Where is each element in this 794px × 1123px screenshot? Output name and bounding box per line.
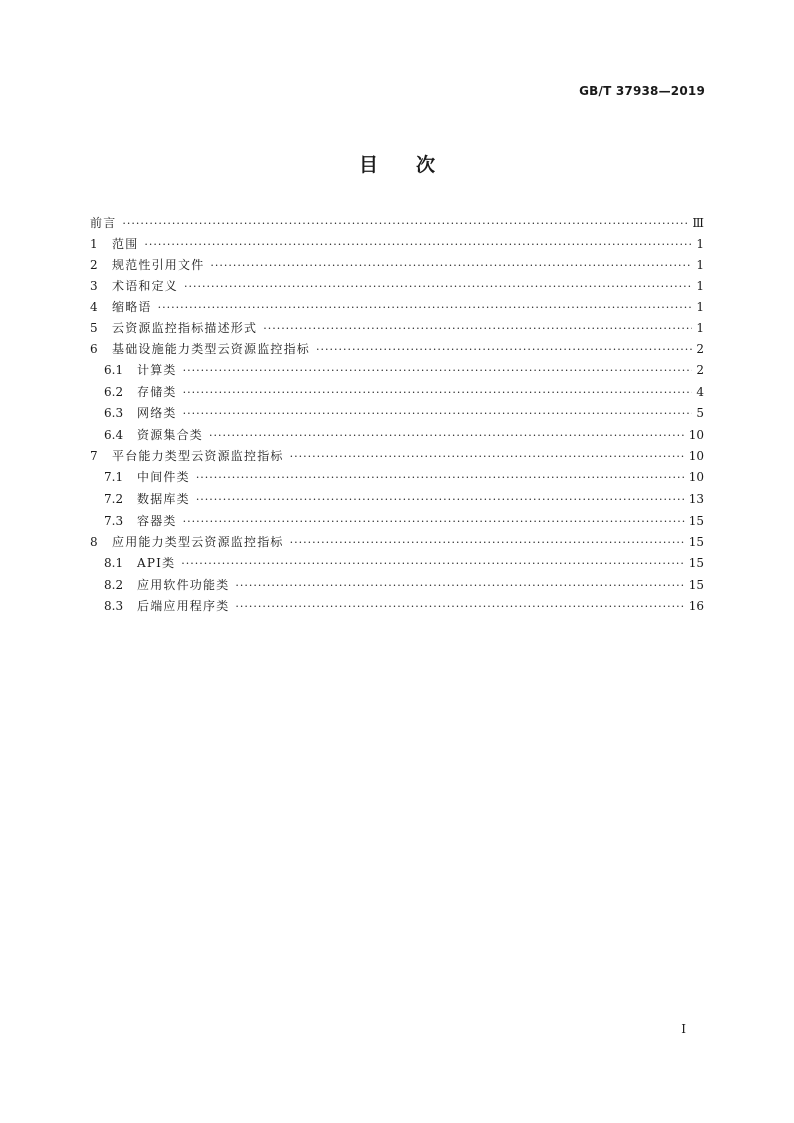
toc-dot-leader — [183, 364, 692, 378]
toc-entry-number: 5 — [90, 321, 98, 335]
toc-dot-leader — [183, 407, 692, 421]
toc-dot-leader — [235, 600, 684, 614]
toc-entry[interactable] — [90, 321, 704, 336]
toc-entry[interactable] — [90, 216, 704, 231]
toc-entry-label: 规范性引用文件 — [112, 258, 205, 272]
toc-entry[interactable] — [90, 599, 704, 614]
toc-entry-page: 4 — [696, 384, 704, 399]
toc-entry[interactable] — [90, 406, 704, 421]
toc-entry[interactable] — [90, 578, 704, 593]
toc-entry-number: 3 — [90, 279, 98, 293]
toc-entry-number: 8.2 — [104, 577, 124, 592]
toc-entry-number: 7.3 — [104, 513, 124, 528]
toc-entry-page: 1 — [696, 321, 704, 335]
page-title — [0, 150, 794, 177]
title-char-2: 次 — [416, 154, 436, 176]
toc-entry-page: 1 — [696, 279, 704, 293]
toc-entry-page: 15 — [688, 556, 704, 571]
toc-dot-leader — [196, 471, 685, 485]
toc-entry-page: 5 — [696, 406, 704, 421]
toc-entry-number: 8.3 — [104, 599, 124, 614]
toc-entry-number: 6.1 — [104, 363, 124, 377]
toc-dot-leader — [183, 515, 685, 529]
toc-dot-leader — [122, 216, 688, 231]
toc-entry-label: 云资源监控指标描述形式 — [112, 321, 258, 335]
toc-entry-number: 7 — [90, 449, 98, 464]
toc-dot-leader — [235, 579, 684, 593]
toc-entry-label: 数据库类 — [137, 491, 190, 506]
toc-entry-label: 计算类 — [137, 363, 177, 377]
toc-dot-leader — [210, 258, 692, 273]
toc-entry-label: 容器类 — [137, 513, 177, 528]
toc-entry-label: API类 — [137, 556, 176, 571]
toc-entry-label: 应用软件功能类 — [137, 577, 230, 592]
toc-entry-label: 范围 — [112, 237, 139, 251]
toc-entry[interactable] — [90, 342, 704, 357]
toc-entry-number: 7.2 — [104, 491, 124, 506]
toc-entry[interactable] — [90, 535, 704, 550]
toc-entry[interactable] — [90, 428, 704, 443]
toc-entry-page: 2 — [696, 363, 704, 377]
toc-entry-number: 6.4 — [104, 427, 124, 442]
toc-entry-number: 4 — [90, 300, 98, 314]
toc-dot-leader — [184, 279, 692, 294]
toc-dot-leader — [209, 429, 685, 443]
toc-entry-number: 7.1 — [104, 470, 124, 485]
title-char-1: 目 — [358, 154, 378, 176]
footer-page-number: I — [681, 1022, 686, 1036]
toc-dot-leader — [263, 321, 692, 336]
toc-entry-label: 后端应用程序类 — [137, 599, 230, 614]
standard-code: GB/T 37938—2019 — [579, 84, 705, 98]
table-of-contents — [90, 216, 704, 621]
toc-entry-page: 15 — [688, 577, 704, 592]
toc-entry-page: 1 — [696, 237, 704, 251]
toc-entry-number: 1 — [90, 237, 98, 251]
toc-entry-label: 存储类 — [137, 384, 177, 399]
toc-entry-number: 6.3 — [104, 406, 124, 421]
toc-entry-label: 中间件类 — [137, 470, 190, 485]
toc-entry[interactable] — [90, 449, 704, 464]
toc-entry-page: 2 — [696, 342, 704, 356]
toc-dot-leader — [290, 449, 685, 464]
toc-dot-leader — [290, 535, 685, 550]
toc-entry[interactable] — [90, 237, 704, 252]
toc-entry-label: 资源集合类 — [137, 427, 204, 442]
toc-entry[interactable] — [90, 514, 704, 529]
toc-entry-number: 8.1 — [104, 556, 124, 571]
toc-entry-label: 网络类 — [137, 406, 177, 421]
toc-entry-label: 缩略语 — [112, 300, 152, 314]
toc-entry-number: 2 — [90, 258, 98, 272]
toc-dot-leader — [144, 237, 692, 252]
toc-entry[interactable] — [90, 470, 704, 485]
toc-entry[interactable] — [90, 492, 704, 507]
toc-entry-label: 平台能力类型云资源监控指标 — [112, 449, 284, 464]
toc-dot-leader — [316, 342, 692, 357]
toc-entry-label: 应用能力类型云资源监控指标 — [112, 535, 284, 550]
toc-entry-label: 前言 — [90, 216, 117, 230]
toc-entry-page: 13 — [688, 491, 704, 506]
toc-entry[interactable] — [90, 363, 704, 378]
toc-dot-leader — [158, 300, 692, 315]
toc-entry-label: 术语和定义 — [112, 279, 179, 293]
toc-entry-page: 10 — [688, 470, 704, 485]
toc-entry-page: 1 — [696, 300, 704, 314]
toc-dot-leader — [183, 386, 692, 400]
toc-entry[interactable] — [90, 258, 704, 273]
toc-entry-number: 6.2 — [104, 384, 124, 399]
toc-entry-number: 8 — [90, 535, 98, 550]
toc-entry-page: 1 — [696, 258, 704, 272]
toc-entry[interactable] — [90, 300, 704, 315]
toc-entry-page: 15 — [688, 535, 704, 550]
toc-entry[interactable] — [90, 279, 704, 294]
toc-entry[interactable] — [90, 556, 704, 571]
toc-entry-number: 6 — [90, 342, 98, 356]
toc-entry-page: 15 — [688, 513, 704, 528]
toc-dot-leader — [181, 557, 684, 571]
toc-entry-page: Ⅲ — [692, 216, 704, 230]
toc-entry[interactable] — [90, 385, 704, 400]
toc-entry-label: 基础设施能力类型云资源监控指标 — [112, 342, 311, 356]
toc-dot-leader — [196, 493, 685, 507]
toc-entry-page: 10 — [688, 449, 704, 464]
toc-entry-page: 10 — [688, 427, 704, 442]
toc-entry-page: 16 — [688, 599, 704, 614]
